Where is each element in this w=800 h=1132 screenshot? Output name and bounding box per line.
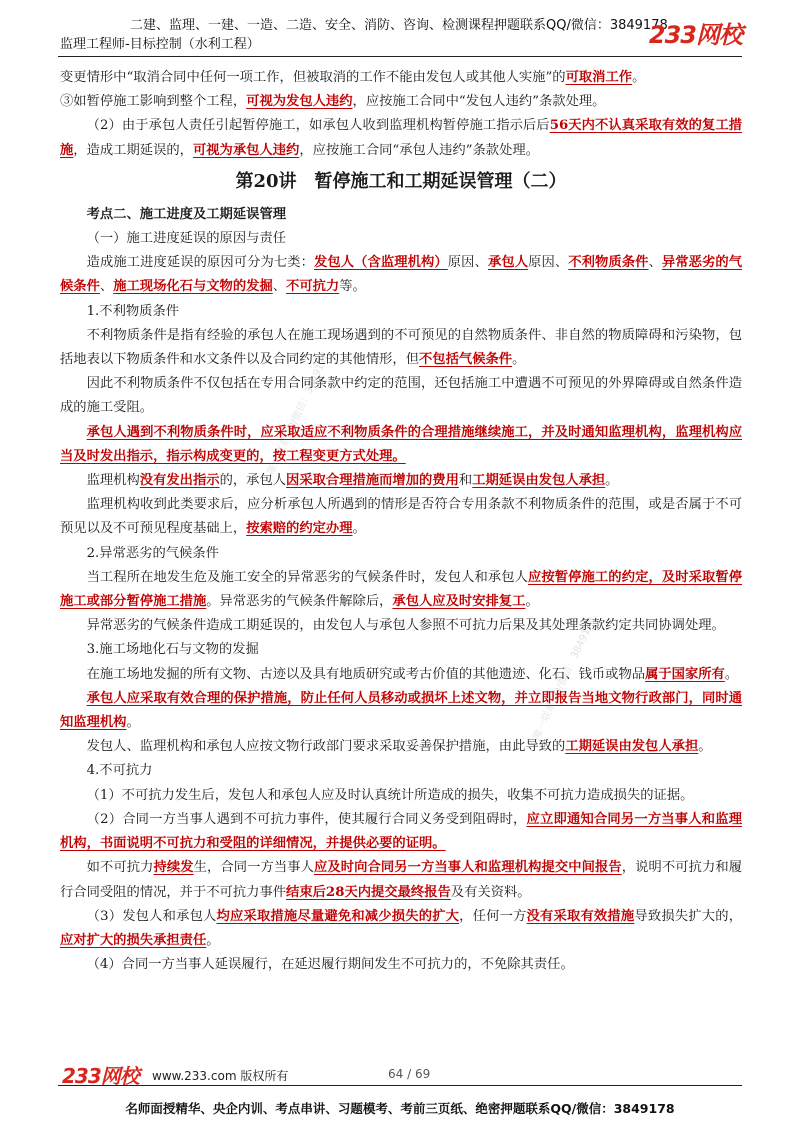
- document-subtitle: 监理工程师-目标控制（水利工程）: [60, 37, 260, 52]
- watermark: 唯一联系QQ/微信：3849178: [265, 350, 333, 477]
- paragraph: 如不可抗力持续发生，合同一方当事人应及时向合同另一方当事人和监理机构提交中间报告，说明不可抗力和履行合同受阻的情况，并于不可抗力事件结束后28天内提交最终报告及有关资料。: [60, 860, 743, 900]
- footer-copyright[interactable]: www.233.com 版权所有: [152, 1069, 289, 1083]
- lecture-title: 第20讲 暂停施工和工期延误管理（二）: [235, 170, 567, 192]
- topic-heading: 考点二、施工进度及工期延误管理: [86, 206, 287, 222]
- section-heading: （一）施工进度延误的原因与责任: [86, 231, 287, 247]
- paragraph: 当工程所在地发生危及施工安全的异常恶劣的气候条件时，发包人和承包人应按暂停施工的约定，及时采取暂停施工或部分暂停施工措施。异常恶劣的气候条件解除后，承包人应及时安排复工。: [60, 569, 743, 610]
- header-divider: [58, 56, 742, 57]
- footer-divider: [58, 1085, 742, 1086]
- paragraph: 承包人遇到不利物质条件时，应采取适应不利物质条件的合理措施继续施工，并及时通知监理机构，监理机构应当及时发出指示，指示构成变更的，按工程变更方式处理。: [60, 424, 742, 464]
- paragraph: （3）发包人和承包人均应采取措施尽量避免和减少损失的扩大，任何一方没有采取有效措施导致损失扩大的，应对扩大的损失承担责任。: [60, 908, 743, 948]
- paragraph: 监理机构没有发出指示的，承包人因采取合理措施而增加的费用和工期延误由发包人承担。: [86, 473, 619, 489]
- paragraph: （4）合同一方当事人延误履行，在延迟履行期间发生不可抗力的，不免除其责任。: [86, 957, 574, 973]
- brand-logo: 233网校: [648, 21, 742, 49]
- paragraph: （2）由于承包人责任引起暂停施工，如承包人收到监理机构暂停施工指示后后56天内不认真采取有效的复工措施，造成工期延误的，可视为承包人违约，应按施工合同“承包人违约”条款处理。: [60, 118, 742, 158]
- watermark: 唯一联系QQ/微信：3849178: [531, 615, 599, 742]
- paragraph: 造成施工进度延误的原因可分为七类：发包人（含监理机构）原因、承包人原因、不利物质条件、异常恶劣的气候条件、施工现场化石与文物的发掘、不可抗力等。: [60, 255, 743, 295]
- paragraph: （1）不可抗力发生后，发包人和承包人应及时认真统计所造成的损失，收集不可抗力造成损失的证据。: [86, 787, 694, 803]
- paragraph: 在施工场地发掘的所有文物、古迹以及具有地质研究或考古价值的其他遗迹、化石、钱币或物品属于国家所有。: [86, 666, 739, 682]
- paragraph: ③如暂停施工影响到整个工程，可视为发包人违约，应按施工合同中“发包人违约”条款处理。: [60, 94, 606, 110]
- paragraph: （2）合同一方当事人遇到不可抗力事件，使其履行合同义务受到阻碍时，应立即通知合同另一方当事人和监理机构，书面说明不可抗力和受阻的详细情况，并提供必要的证明。: [60, 811, 742, 852]
- page-content: [60, 66, 742, 977]
- header-promo-text: 二建、监理、一建、一造、二造、安全、消防、咨询、检测课程押题联系QQ/微信：3849178: [130, 18, 668, 33]
- paragraph: 异常恶劣的气候条件造成工期延误的，由发包人与承包人参照不可抗力后果及其处理条款约定共同协调处理。: [86, 618, 725, 634]
- item-heading: 4.不可抗力: [86, 763, 153, 779]
- paragraph: 因此不利物质条件不仅包括在专用合同条款中约定的范围，还包括施工中遭遇不可预见的外界障碍或自然条件造成的施工受阻。: [60, 376, 742, 416]
- page-number: 64 / 69: [388, 1067, 431, 1081]
- item-heading: 2.异常恶劣的气候条件: [86, 545, 219, 561]
- paragraph: 监理机构收到此类要求后，应分析承包人所遇到的情形是否符合专用条款不利物质条件的范围，或是否属于不可预见以及不可预见程度基础上，按索赔的约定办理。: [60, 497, 742, 537]
- paragraph: 承包人应采取有效合理的保护措施，防止任何人员移动或损坏上述文物，并立即报告当地文物行政部门，同时通知监理机构。: [60, 690, 742, 731]
- footer-logo: 233网校: [62, 1064, 139, 1088]
- paragraph: 不利物质条件是指有经验的承包人在施工现场遇到的不可预见的自然物质条件、非自然的物质障碍和污染物，包括地表以下物质条件和水文条件以及合同约定的其他情形，但不包括气候条件。: [60, 327, 742, 368]
- paragraph: 变更情形中“取消合同中任何一项工作，但被取消的工作不能由发包人或其他人实施”的可取消工作。: [60, 70, 646, 85]
- paragraph: 发包人、监理机构和承包人应按文物行政部门要求采取妥善保护措施，由此导致的工期延误由发包人承担。: [86, 739, 712, 755]
- item-heading: 3.施工场地化石与文物的发掘: [86, 642, 259, 658]
- item-heading: 1.不利物质条件: [86, 303, 180, 319]
- footer-promo-text: 名师面授精华、央企内训、考点串讲、习题模考、考前三页纸、绝密押题联系QQ/微信：3849178: [125, 1101, 675, 1116]
